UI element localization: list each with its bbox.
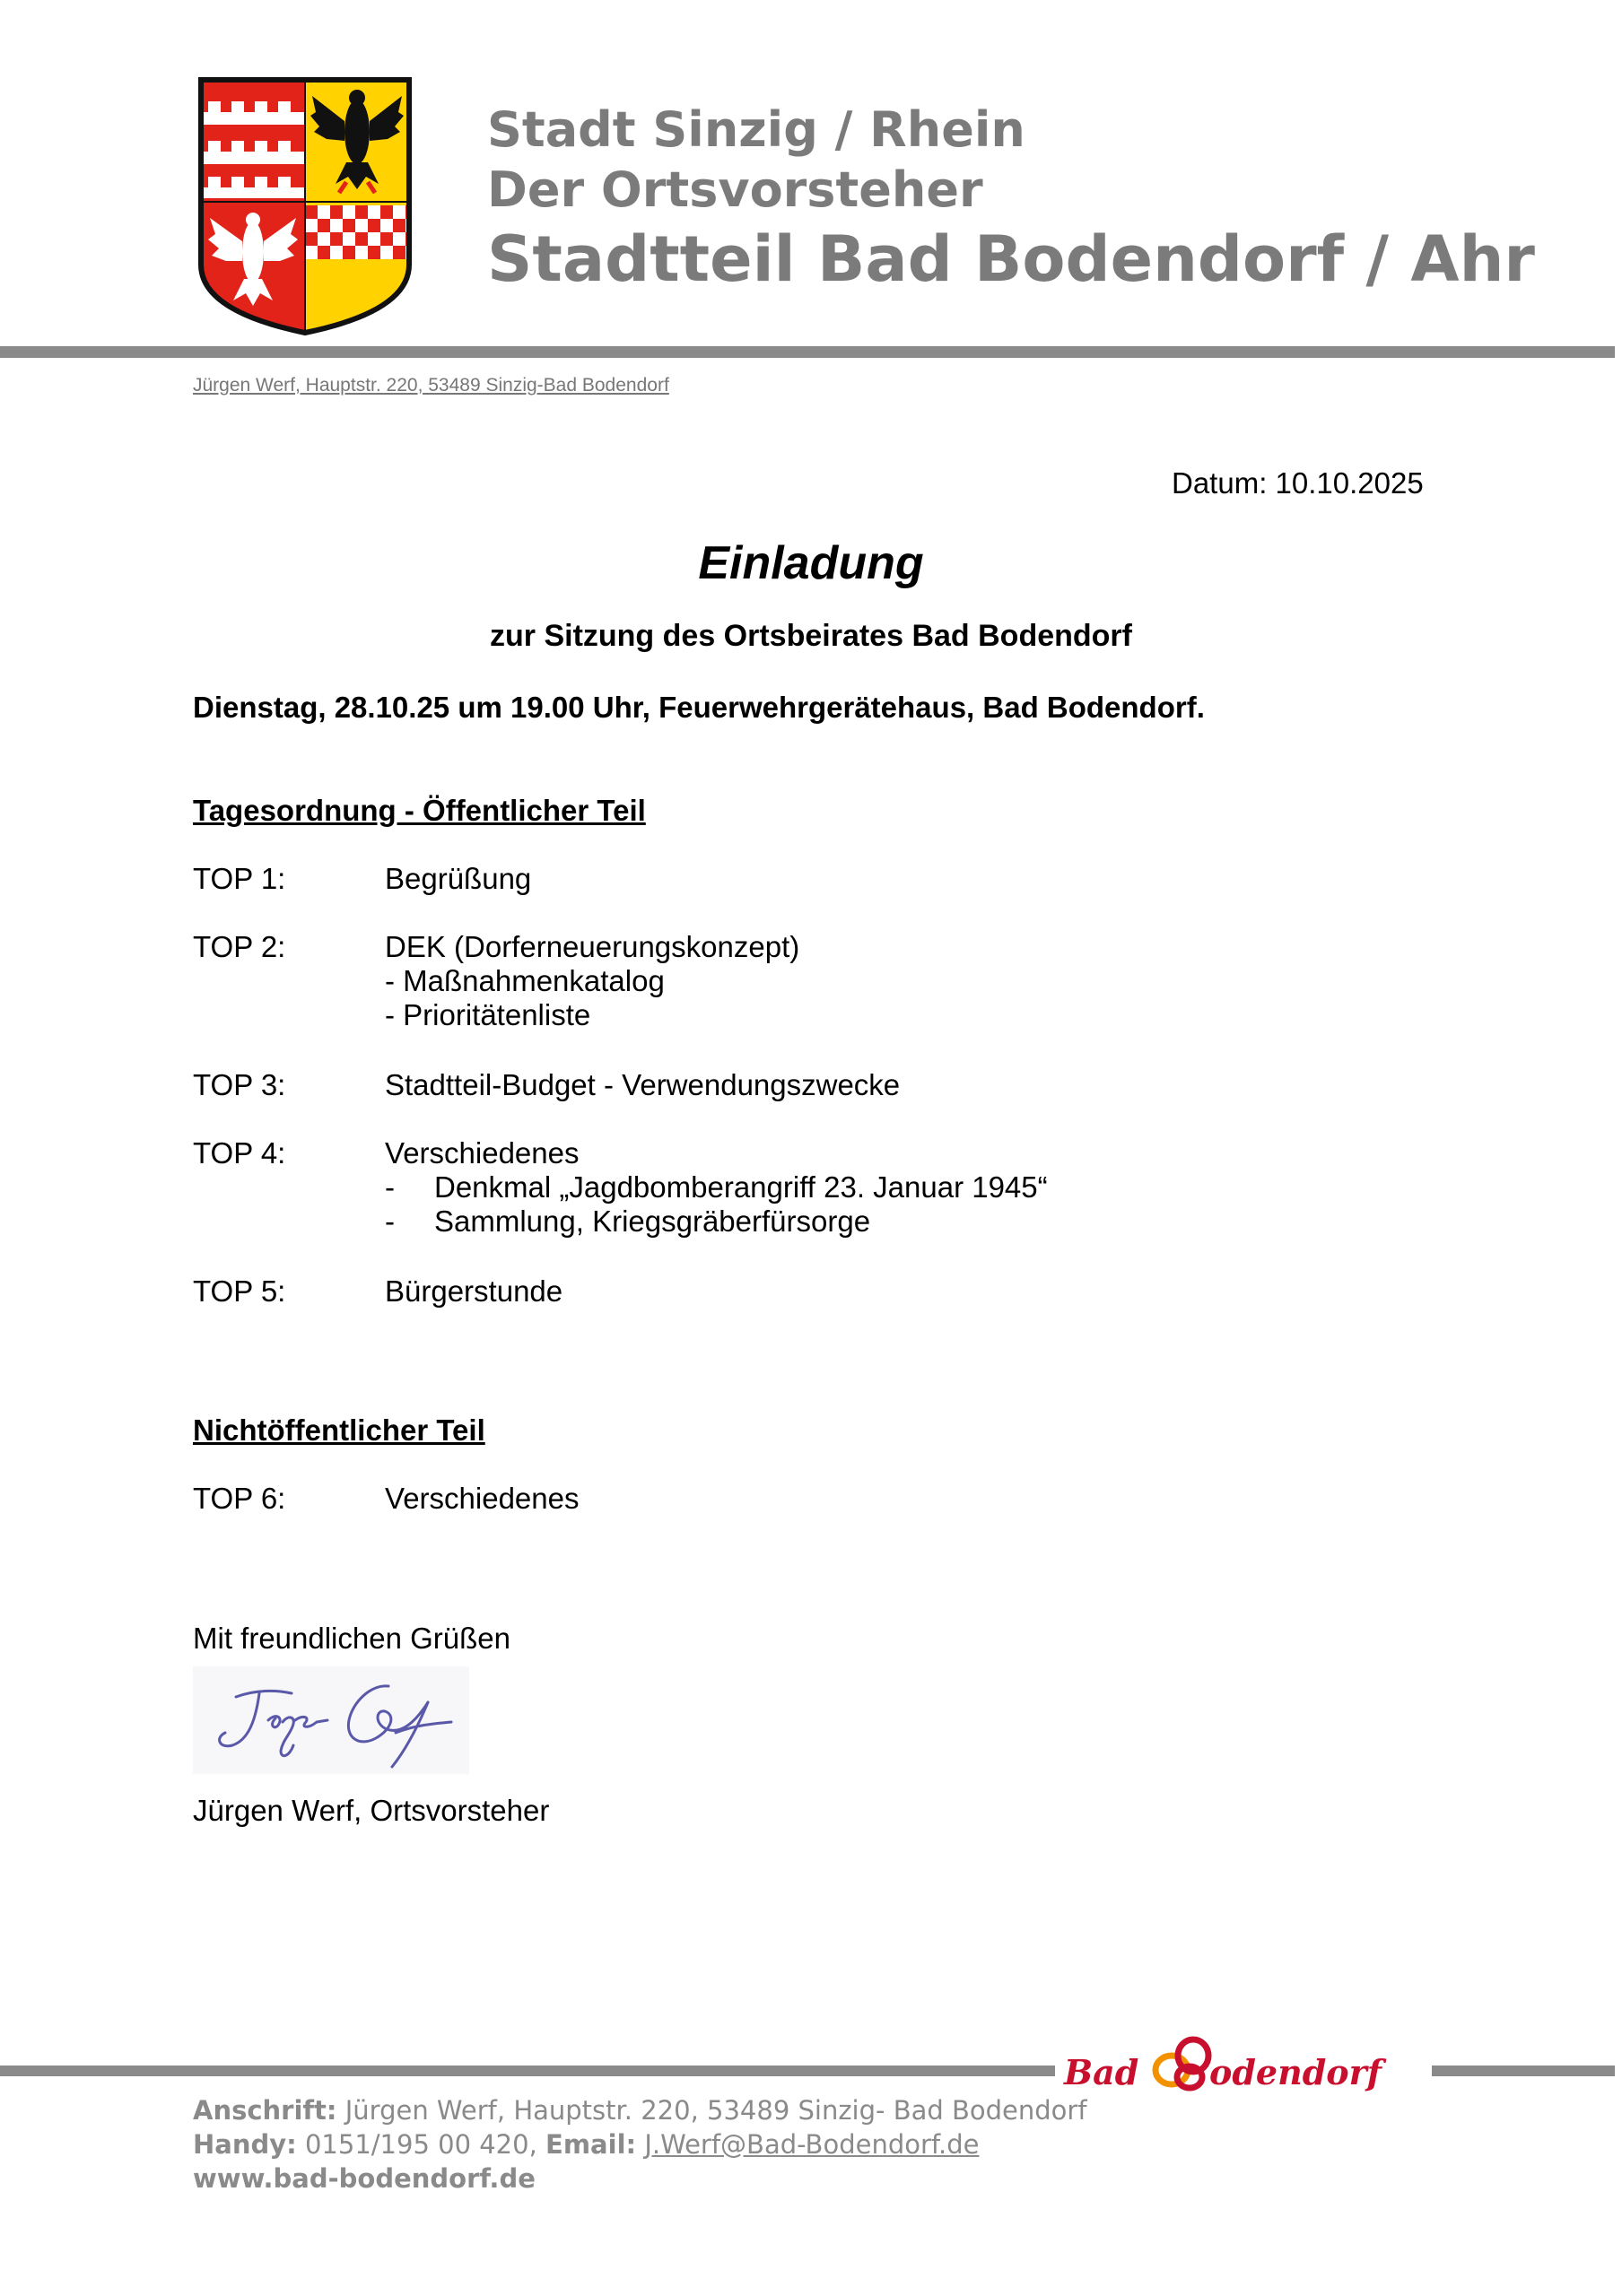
footer-address xyxy=(193,2095,1087,2126)
agenda-subitem: Sammlung, Kriegsgräberfürsorge xyxy=(434,1205,871,1238)
footer-email-label: Email: xyxy=(545,2129,637,2160)
agenda-item-label: TOP 2: xyxy=(193,930,286,963)
meeting-details: Dienstag, 28.10.25 um 19.00 Uhr, Feuerwehrgerätehaus, Bad Bodendorf. xyxy=(193,691,1205,724)
footer-phone-value: 0151/195 00 420, xyxy=(304,2129,537,2160)
footer-address-value: Jürgen Werf, Hauptstr. 220, 53489 Sinzig- Bad Bodendorf xyxy=(344,2095,1087,2126)
header-divider xyxy=(0,346,1615,358)
footer-address-label: Anschrift: xyxy=(193,2095,337,2126)
footer-email-link[interactable]: J.Werf@Bad-Bodendorf.de xyxy=(644,2129,980,2160)
footer-website-link[interactable]: www.bad-bodendorf.de xyxy=(193,2163,536,2194)
document-title: Einladung xyxy=(698,537,924,589)
agenda-item-text: Begrüßung xyxy=(385,862,532,895)
header-office: Der Ortsvorsteher xyxy=(487,161,983,218)
private-agenda-heading: Nichtöffentlicher Teil xyxy=(193,1413,485,1447)
footer-phone-label: Handy: xyxy=(193,2129,297,2160)
document-date: Datum: 10.10.2025 xyxy=(1172,466,1424,500)
document-subtitle: zur Sitzung des Ortsbeirates Bad Bodendorf xyxy=(490,619,1132,653)
agenda-item-label: TOP 3: xyxy=(193,1068,286,1101)
bad-bodendorf-logo-icon xyxy=(1055,2025,1432,2097)
agenda-item-text: DEK (Dorferneuerungskonzept) xyxy=(385,930,800,963)
sender-address-line: Jürgen Werf, Hauptstr. 220, 53489 Sinzig-Bad Bodendorf xyxy=(193,375,669,396)
agenda-item-label: TOP 6: xyxy=(193,1482,286,1515)
agenda-subitem: - Prioritätenliste xyxy=(385,998,591,1031)
agenda-item-label: TOP 5: xyxy=(193,1274,286,1308)
agenda-subitem: Denkmal „Jagdbomberangriff 23. Januar 1945“ xyxy=(434,1170,1048,1204)
agenda-item-label: TOP 4: xyxy=(193,1136,286,1170)
agenda-subitem-dash: - xyxy=(385,1205,395,1238)
agenda-item-text: Verschiedenes xyxy=(385,1136,580,1170)
header-city: Stadt Sinzig / Rhein xyxy=(487,101,1025,158)
svg-text:Bad: Bad xyxy=(1064,2052,1139,2092)
svg-text:odendorf: odendorf xyxy=(1209,2052,1382,2092)
signer-name: Jürgen Werf, Ortsvorsteher xyxy=(193,1794,550,1827)
agenda-item-text: Verschiedenes xyxy=(385,1482,580,1515)
agenda-subitem-dash: - xyxy=(385,1170,395,1204)
public-agenda-heading: Tagesordnung - Öffentlicher Teil xyxy=(193,794,646,827)
agenda-subitem: - Maßnahmenkatalog xyxy=(385,964,665,997)
agenda-item-label: TOP 1: xyxy=(193,862,286,895)
coat-of-arms-icon xyxy=(196,76,414,336)
footer-contact xyxy=(193,2129,979,2160)
signature-image xyxy=(193,1666,469,1774)
agenda-item-text: Stadtteil-Budget - Verwendungszwecke xyxy=(385,1068,901,1101)
closing-greeting: Mit freundlichen Grüßen xyxy=(193,1622,510,1655)
header-district: Stadtteil Bad Bodendorf / Ahr xyxy=(487,222,1535,296)
agenda-item-text: Bürgerstunde xyxy=(385,1274,563,1308)
